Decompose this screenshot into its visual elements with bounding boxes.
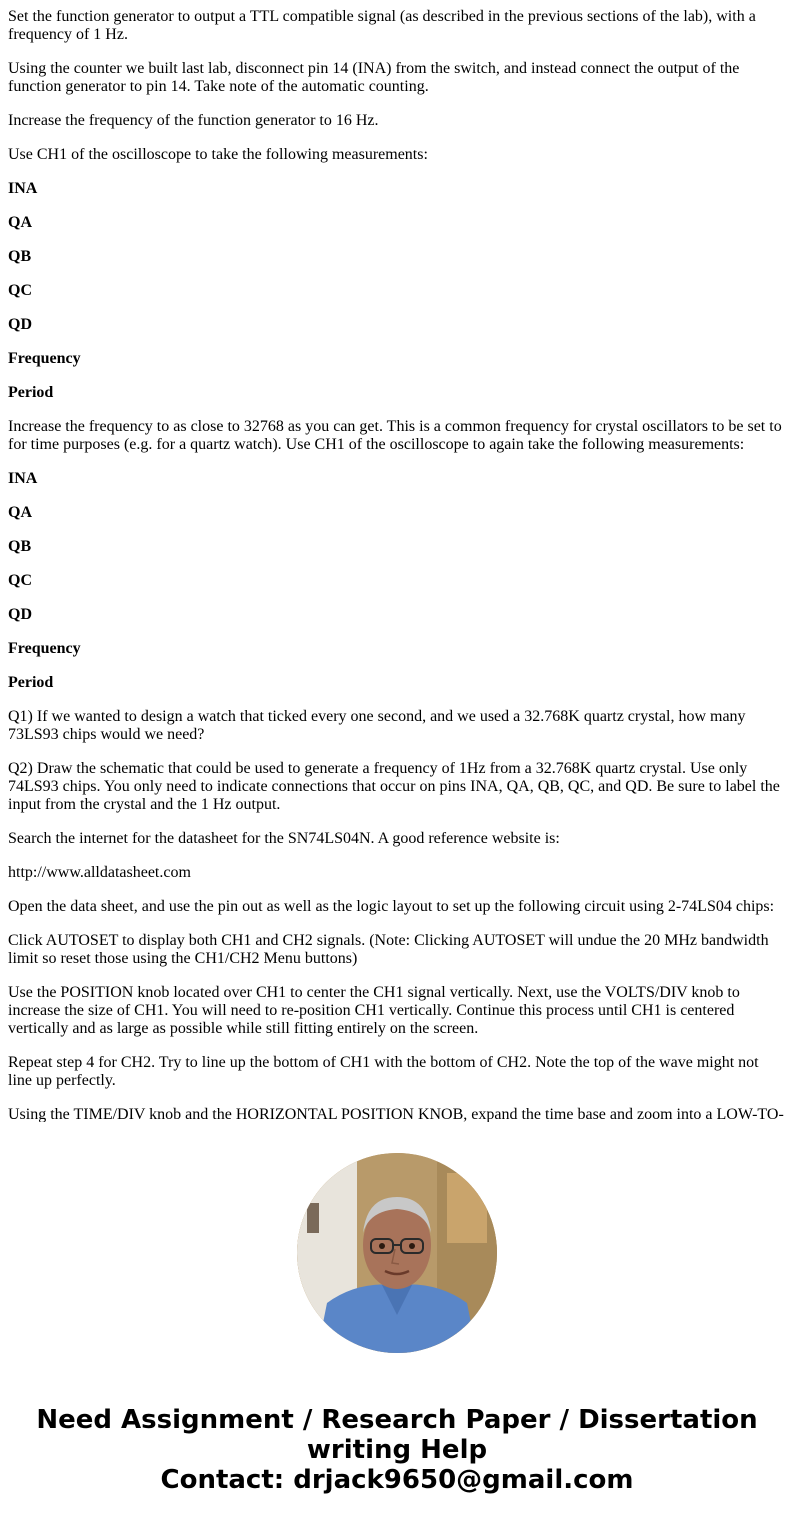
author-avatar [297, 1153, 497, 1353]
paragraph: Increase the frequency to as close to 32768 as you can get. This is a common frequency for crystal oscillators to be set to for time purposes (e.g. for a quartz watch). Use CH1 of the oscilloscope to again take the following measurements: [8, 418, 782, 453]
measurement-label: QD [8, 606, 32, 623]
paragraph: http://www.alldatasheet.com [8, 864, 191, 881]
paragraph: Using the counter we built last lab, disconnect pin 14 (INA) from the switch, and instead connect the output of the function generator to pin 14. Take note of the automatic counting. [8, 60, 740, 95]
paragraph: Repeat step 4 for CH2. Try to line up the bottom of CH1 with the bottom of CH2. Note the top of the wave might not line up perfectly. [8, 1054, 759, 1089]
measurement-label: Period [8, 384, 54, 401]
paragraph: Q1) If we wanted to design a watch that ticked every one second, and we used a 32.768K quartz crystal, how many 73LS93 chips would we need? [8, 708, 746, 743]
promo-line-1: Need Assignment / Research Paper / Dissertation [36, 1405, 758, 1435]
paragraph: Using the TIME/DIV knob and the HORIZONTAL POSITION KNOB, expand the time base and zoom into a LOW-TO- [8, 1106, 784, 1122]
paragraph: Search the internet for the datasheet for the SN74LS04N. A good reference website is: [8, 830, 560, 847]
measurement-label: QC [8, 282, 32, 299]
person-photo-icon [297, 1153, 497, 1353]
measurement-label: QA [8, 504, 32, 521]
paragraph: Click AUTOSET to display both CH1 and CH2 signals. (Note: Clicking AUTOSET will undue the 20 MHz bandwidth limit so reset those using the CH1/CH2 Menu buttons) [8, 932, 769, 967]
paragraph: Increase the frequency of the function generator to 16 Hz. [8, 112, 379, 129]
measurement-label: INA [8, 470, 38, 487]
measurement-label: Period [8, 674, 54, 691]
measurement-label: QA [8, 214, 32, 231]
measurement-label: INA [8, 180, 38, 197]
promo-contact: Contact: drjack9650@gmail.com [160, 1465, 634, 1495]
measurement-label: QB [8, 248, 32, 265]
paragraph: Use CH1 of the oscilloscope to take the following measurements: [8, 146, 428, 163]
paragraph: Open the data sheet, and use the pin out as well as the logic layout to set up the following circuit using 2-74LS04 chips: [8, 898, 775, 915]
measurement-label: QB [8, 538, 32, 555]
measurement-label: QD [8, 316, 32, 333]
paragraph: Q2) Draw the schematic that could be used to generate a frequency of 1Hz from a 32.768K quartz crystal. Use only 74LS93 chips. You only need to indicate connections that occur on pins INA, QA, QB, QC, and QD. Be sure to label the input from the crystal and the 1 Hz output. [8, 760, 780, 813]
promo-line-2: writing Help [306, 1435, 488, 1465]
measurement-label: Frequency [8, 640, 81, 657]
paragraph: Use the POSITION knob located over CH1 to center the CH1 signal vertically. Next, use the VOLTS/DIV knob to increase the size of CH1. You will need to re-position CH1 vertically. Continue this process until CH1 is centered vertically and as large as possible while still fitting entirely on the screen. [8, 984, 740, 1037]
promo-banner [0, 1405, 794, 1495]
document-body [8, 8, 786, 1122]
paragraph: Set the function generator to output a TTL compatible signal (as described in the previous sections of the lab), with a frequency of 1 Hz. [8, 8, 756, 43]
measurement-label: QC [8, 572, 32, 589]
measurement-label: Frequency [8, 350, 81, 367]
